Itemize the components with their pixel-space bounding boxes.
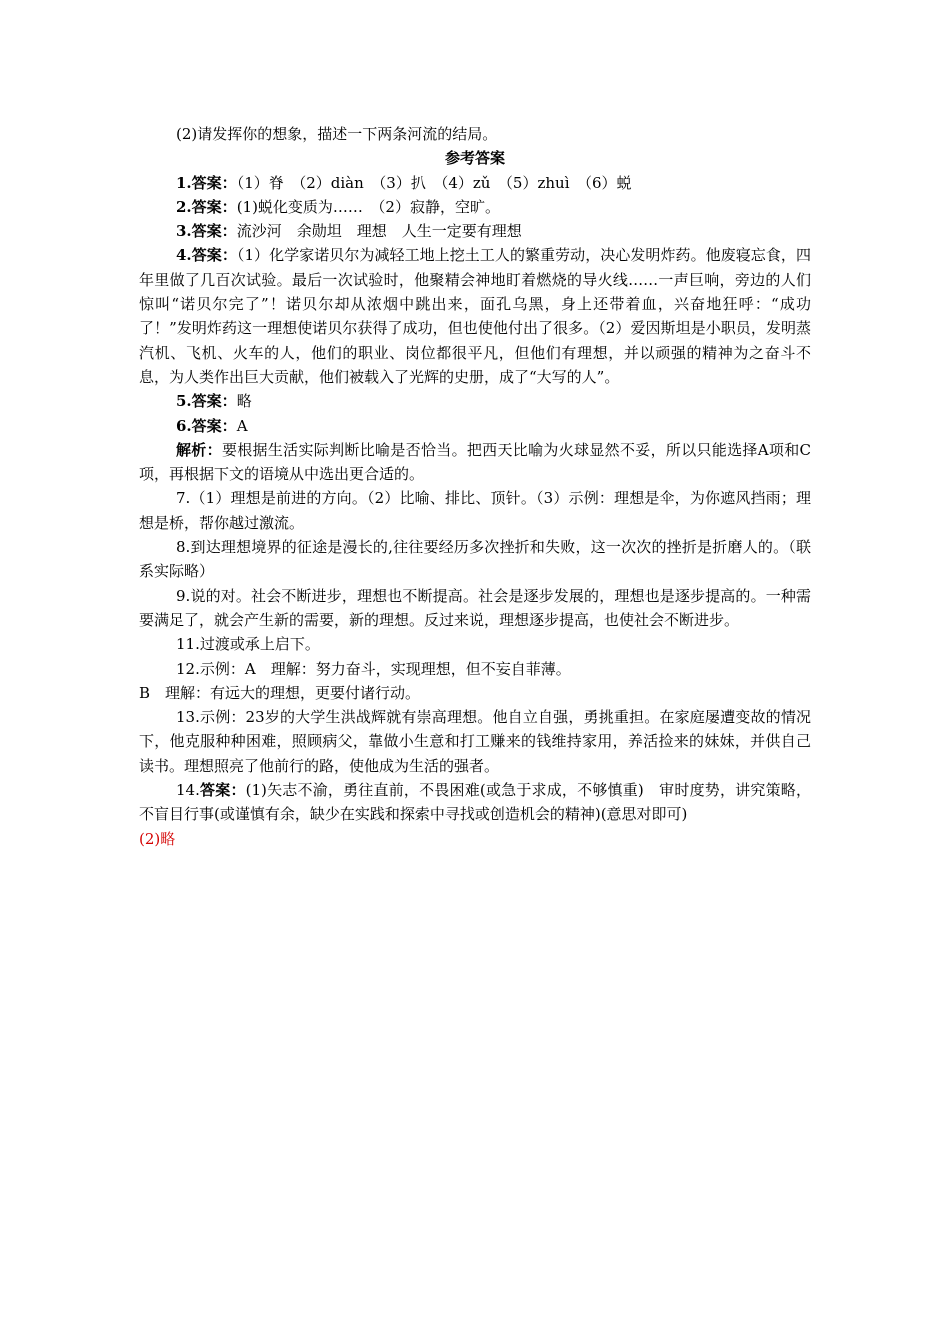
item-9: 9.说的对。社会不断进步，理想也不断提高。社会是逐步发展的，理想也是逐步提高的。一种需要满足了，就会产生新的需要，新的理想。反过来说，理想逐步提高，也使社会不断进步。: [139, 586, 811, 629]
analysis-text: 要根据生活实际判断比喻是否恰当。把西天比喻为火球显然不妥，所以只能选择A项和C项，再根据下文的语境从中选出更合适的。: [139, 440, 811, 484]
item-14: [139, 778, 811, 827]
item-7: 7.（1）理想是前进的方向。（2）比喻、排比、顶针。（3）示例：理想是伞，为你遮风挡雨；理想是桥，帮你越过激流。: [139, 489, 811, 532]
item-14-num: 14.: [176, 781, 200, 800]
item-12-b: B 理解：有远大的理想，更要付诸行动。: [139, 683, 421, 702]
answer-3-label: 答案：: [191, 222, 237, 241]
answer-1-label: 答案：: [191, 173, 237, 192]
answer-1: [139, 171, 811, 195]
answer-3: [139, 219, 811, 243]
answer-6-num: 6.: [176, 416, 192, 435]
answer-6-text: A: [236, 416, 248, 435]
answer-4-num: 4.: [176, 246, 192, 265]
document-page: [139, 122, 811, 851]
analysis: [139, 438, 811, 487]
answer-2-label: 答案：: [191, 197, 237, 216]
answer-5-text: 略: [236, 392, 252, 411]
item-14-text: (1)矢志不渝，勇往直前，不畏困难(或急于求成，不够慎重) 审时度势，讲究策略，不盲目行事(或谨慎有余，缺少在实践和探索中寻找或创造机会的精神)(意思对即可): [139, 781, 811, 824]
answer-6-label: 答案：: [191, 416, 237, 435]
answer-4: [139, 243, 811, 389]
answer-1-num: 1.: [176, 173, 192, 192]
answer-1-text: （1）脊 （2）diàn （3）扒 （4）zǔ （5）zhuì （6）蜕: [236, 173, 632, 192]
item-8: 8.到达理想境界的征途是漫长的,往往要经历多次挫折和失败，这一次次的挫折是折磨人的。（联系实际略）: [139, 538, 811, 581]
answer-2-text: (1)蜕化变质为…… （2）寂静，空旷。: [236, 197, 500, 216]
analysis-label: 解析：: [176, 440, 222, 459]
item-12: 12.示例：A 理解：努力奋斗，实现理想，但不妄自菲薄。: [176, 659, 571, 678]
item-14-b: (2)略: [139, 829, 176, 848]
answer-5-label: 答案：: [191, 392, 237, 411]
answer-2-num: 2.: [176, 197, 192, 216]
answer-5: [139, 389, 811, 413]
answer-2: [139, 195, 811, 219]
item-14-label: 答案：: [199, 781, 246, 800]
answer-4-label: 答案：: [191, 246, 237, 265]
item-13: 13.示例：23岁的大学生洪战辉就有崇高理想。他自立自强，勇挑重担。在家庭屡遭变故的情况下，他克服种种困难，照顾病父，靠做小生意和打工赚来的钱维持家用，养活捡来的妹妹，并供自己读书。理想照亮了他前行的路，使他成为生活的强者。: [139, 708, 811, 775]
answer-3-num: 3.: [176, 222, 192, 241]
answer-4-text: （1）化学家诺贝尔为减轻工地上挖土工人的繁重劳动，决心发明炸药。他废寝忘食，四年里做了几百次试验。最后一次试验时，他聚精会神地盯着燃烧的导火线……一声巨响，旁边的人们惊叫“诺贝尔完了”！诺贝尔却从浓烟中跳出来，面孔乌黑，身上还带着血，兴奋地狂呼：“成功了！”发明炸药这一理想使诺贝尔获得了成功，但也使他付出了很多。（2）爱因斯坦是小职员，发明蒸汽机、飞机、火车的人，他们的职业、岗位都很平凡，但他们有理想，并以顽强的精神为之奋斗不息，为人类作出巨大贡献，他们被载入了光辉的史册，成了“大写的人”。: [139, 246, 811, 386]
item-11: 11.过渡或承上启下。: [176, 635, 320, 654]
answer-5-num: 5.: [176, 392, 192, 411]
answer-3-text: 流沙河 余勋坦 理想 人生一定要有理想: [236, 222, 522, 241]
intro-question: (2)请发挥你的想象，描述一下两条河流的结局。: [176, 125, 498, 143]
section-title: [139, 146, 811, 170]
section-title-text: 参考答案: [444, 149, 505, 168]
answer-6: [139, 414, 811, 438]
